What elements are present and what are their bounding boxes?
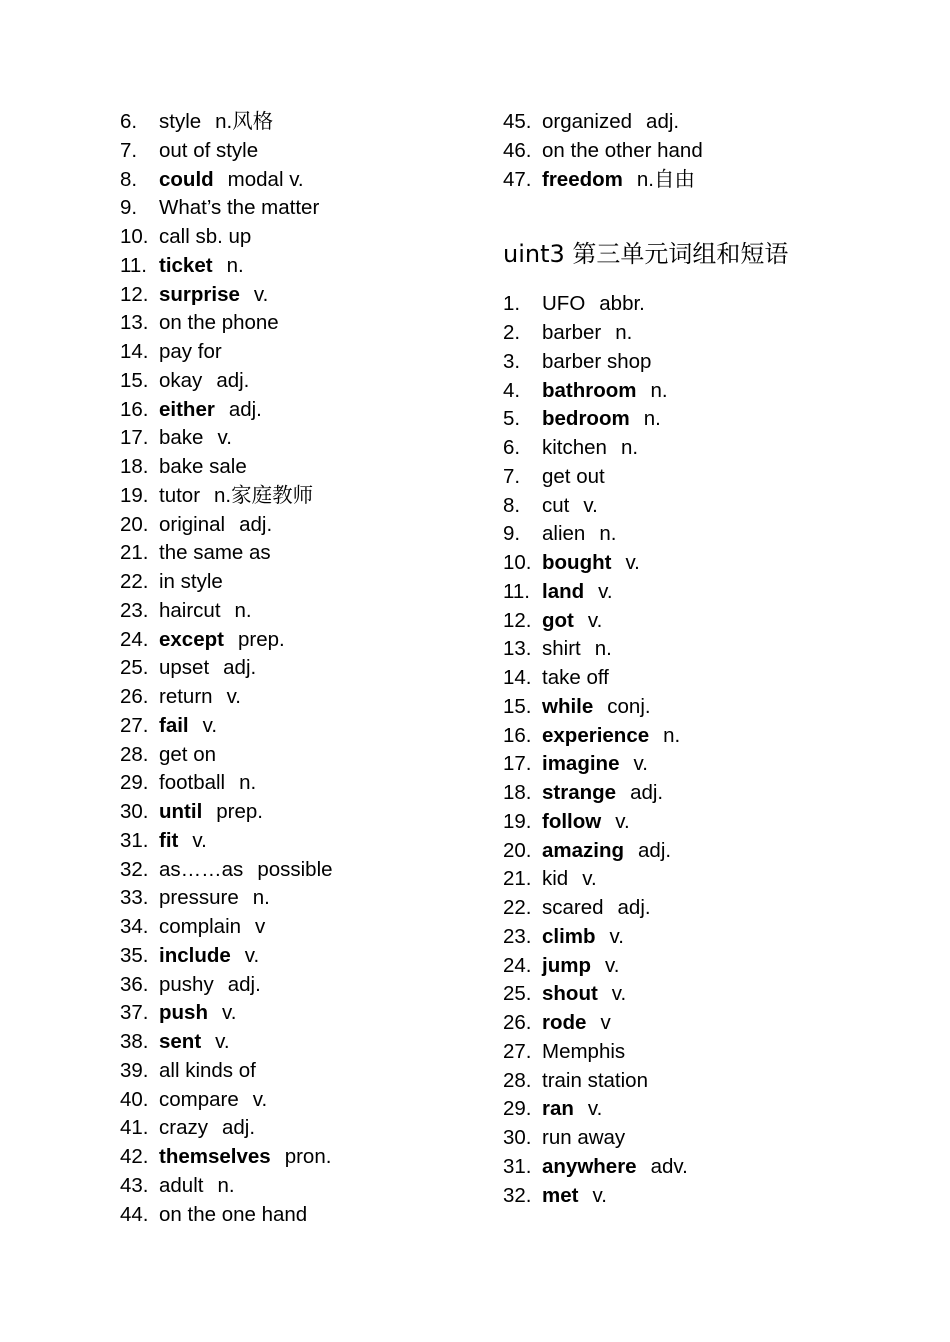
right-vocab-column: [503, 108, 903, 1210]
entry-part-of-speech: n.: [226, 253, 244, 277]
entry-number: 10.: [503, 551, 532, 574]
entry-number: 12.: [503, 608, 532, 632]
vocab-entry: [120, 942, 490, 971]
vocab-entry: [503, 635, 903, 664]
entry-number: 20.: [120, 512, 149, 536]
entry-part-of-speech: modal v.: [227, 167, 304, 191]
entry-word: pressure: [159, 886, 239, 910]
entry-number: 26.: [503, 1011, 532, 1034]
entry-number: 46.: [503, 138, 532, 162]
entry-number: 13.: [503, 637, 532, 661]
vocab-entry: [503, 290, 903, 319]
entry-word: all kinds of: [159, 1058, 256, 1082]
entry-number: 12.: [120, 282, 149, 306]
entry-part-of-speech: n.风格: [215, 110, 274, 133]
entry-word: bake: [159, 426, 204, 450]
entry-word: pay for: [159, 340, 222, 363]
entry-number: 6.: [120, 110, 138, 133]
vocab-entry: [503, 1095, 903, 1124]
entry-number: 24.: [120, 627, 149, 651]
vocab-entry: [120, 367, 490, 396]
entry-part-of-speech: v.: [583, 493, 598, 517]
entry-word: met: [542, 1183, 579, 1207]
entry-part-of-speech: adj.: [221, 1116, 256, 1140]
vocab-entry: [503, 1009, 903, 1038]
entry-part-of-speech: v.: [215, 1030, 230, 1053]
vocab-entry: [120, 1172, 490, 1201]
entry-part-of-speech: possible: [257, 857, 333, 881]
entry-part-of-speech: adj.: [239, 512, 273, 536]
entry-word: complain: [159, 915, 242, 938]
entry-word: include: [159, 943, 231, 967]
vocab-entry: [120, 712, 490, 741]
vocab-entry: [120, 827, 490, 856]
entry-part-of-speech: n.: [252, 886, 270, 910]
vocab-entry: [503, 1038, 903, 1067]
entry-number: 45.: [503, 110, 532, 133]
entry-word: pushy: [159, 972, 214, 996]
entry-word: bake sale: [159, 455, 247, 478]
entry-word: ran: [542, 1097, 574, 1121]
entry-part-of-speech: v.: [611, 982, 627, 1006]
entry-number: 32.: [503, 1183, 532, 1207]
entry-word: rode: [542, 1011, 587, 1034]
entry-word: compare: [159, 1087, 239, 1111]
entry-word: strange: [542, 781, 617, 804]
entry-word: upset: [159, 656, 210, 680]
entry-word: got: [542, 608, 574, 632]
left-vocab-column: [120, 108, 490, 1229]
entry-number: 37.: [120, 1001, 149, 1025]
vocab-entry: [120, 1143, 490, 1172]
entry-part-of-speech: n.: [643, 407, 661, 431]
entry-number: 20.: [503, 838, 532, 862]
entry-word: while: [542, 694, 594, 718]
entry-part-of-speech: n.: [234, 598, 252, 622]
entry-number: 31.: [120, 828, 149, 852]
vocab-entry: [120, 482, 490, 511]
entry-number: 21.: [120, 541, 149, 565]
vocab-entry: [120, 597, 490, 626]
entry-word: anywhere: [542, 1154, 637, 1178]
vocab-entry: [120, 769, 490, 798]
entry-number: 7.: [120, 138, 138, 162]
entry-word: barber shop: [542, 349, 652, 373]
vocab-entry: [503, 923, 903, 952]
entry-part-of-speech: n.家庭教师: [214, 483, 314, 507]
entry-word: as……as: [159, 857, 244, 881]
entry-word: football: [159, 771, 226, 795]
entry-part-of-speech: v.: [202, 713, 218, 737]
entry-word: okay: [159, 368, 203, 392]
entry-word: Memphis: [542, 1039, 626, 1063]
entry-number: 40.: [120, 1087, 149, 1111]
entry-number: 43.: [120, 1173, 149, 1197]
vocab-entry: [120, 396, 490, 425]
vocab-entry: [503, 664, 903, 693]
vocab-entry: [120, 511, 490, 540]
entry-part-of-speech: v.: [582, 867, 597, 891]
entry-part-of-speech: v.: [226, 685, 241, 708]
vocab-entry: [120, 309, 490, 338]
vocab-entry: [120, 654, 490, 683]
entry-word: cut: [542, 493, 570, 517]
entry-word: get out: [542, 464, 605, 488]
vocab-entry: [120, 1201, 490, 1230]
vocab-entry: [503, 750, 903, 779]
entry-word: experience: [542, 723, 650, 747]
unit3-section-heading: uint3 第三单元词组和短语: [503, 240, 789, 269]
vocab-entry: [120, 971, 490, 1000]
unit2-continued-list: [503, 108, 903, 194]
entry-number: 18.: [120, 455, 149, 478]
entry-word: bedroom: [542, 407, 630, 431]
entry-word: UFO: [542, 292, 586, 316]
vocab-entry: [120, 281, 490, 310]
entry-part-of-speech: v.: [587, 608, 603, 632]
entry-number: 44.: [120, 1202, 149, 1226]
entry-word: could: [159, 167, 214, 191]
entry-number: 17.: [120, 426, 149, 450]
vocab-entry: [503, 463, 903, 492]
entry-word: alien: [542, 522, 586, 546]
vocab-entry: [120, 108, 490, 137]
entry-word: style: [159, 110, 202, 133]
entry-number: 15.: [503, 694, 532, 718]
vocab-entry: [503, 894, 903, 923]
entry-word: push: [159, 1001, 208, 1025]
entry-part-of-speech: v.: [253, 282, 269, 306]
vocab-entry: [120, 1057, 490, 1086]
vocab-entry: [120, 453, 490, 482]
entry-number: 23.: [120, 598, 149, 622]
entry-word: follow: [542, 809, 602, 833]
entry-word: land: [542, 579, 585, 603]
entry-part-of-speech: v.: [221, 1001, 237, 1025]
entry-number: 4.: [503, 378, 521, 402]
entry-number: 19.: [120, 483, 149, 507]
entry-number: 22.: [120, 570, 149, 593]
entry-number: 19.: [503, 809, 532, 833]
entry-word: bathroom: [542, 378, 637, 402]
entry-part-of-speech: v.: [598, 579, 613, 603]
vocab-entry: [120, 999, 490, 1028]
entry-word: call sb. up: [159, 225, 252, 248]
vocab-entry: [120, 683, 490, 712]
entry-part-of-speech: v.: [633, 752, 648, 776]
entry-word: jump: [542, 953, 591, 977]
entry-word: scared: [542, 896, 604, 919]
entry-number: 21.: [503, 867, 532, 891]
entry-word: get on: [159, 742, 216, 766]
entry-number: 14.: [503, 666, 532, 689]
entry-word: crazy: [159, 1116, 208, 1140]
entry-word: fit: [159, 828, 179, 852]
entry-word: kitchen: [542, 436, 607, 459]
entry-number: 7.: [503, 464, 521, 488]
vocab-entry: [120, 194, 490, 223]
entry-number: 8.: [503, 493, 521, 517]
vocab-entry: [503, 549, 903, 578]
entry-part-of-speech: prep.: [216, 800, 263, 823]
entry-number: 28.: [503, 1068, 532, 1092]
entry-word: imagine: [542, 752, 620, 776]
vocab-entry: [503, 980, 903, 1009]
entry-number: 25.: [120, 656, 149, 680]
vocab-entry: [503, 108, 903, 137]
entry-number: 11.: [503, 579, 530, 603]
entry-part-of-speech: n.: [615, 321, 633, 344]
entry-number: 38.: [120, 1030, 149, 1053]
entry-part-of-speech: n.: [239, 771, 257, 795]
vocab-entry: [503, 865, 903, 894]
entry-part-of-speech: v.: [587, 1097, 603, 1121]
entry-word: on the one hand: [159, 1202, 308, 1226]
vocab-entry: [503, 1182, 903, 1211]
vocab-entry: [503, 405, 903, 434]
entry-number: 16.: [120, 397, 149, 421]
entry-word: train station: [542, 1068, 648, 1092]
entry-word: out of style: [159, 138, 259, 162]
entry-word: haircut: [159, 598, 221, 622]
vocab-entry: [120, 166, 490, 195]
entry-part-of-speech: v.: [615, 809, 630, 833]
entry-word: amazing: [542, 838, 625, 862]
entry-word: shirt: [542, 637, 581, 661]
entry-word: barber: [542, 321, 602, 344]
entry-number: 13.: [120, 311, 149, 335]
vocab-entry: [503, 377, 903, 406]
entry-number: 25.: [503, 982, 532, 1006]
vocab-entry: [503, 578, 903, 607]
entry-part-of-speech: adj.: [630, 781, 664, 804]
entry-number: 1.: [503, 292, 521, 316]
vocab-entry: [503, 492, 903, 521]
vocab-entry: [503, 952, 903, 981]
entry-part-of-speech: adj.: [223, 656, 257, 680]
entry-word: themselves: [159, 1145, 271, 1168]
entry-number: 18.: [503, 781, 532, 804]
entry-part-of-speech: n.: [620, 436, 639, 459]
entry-part-of-speech: n.: [599, 522, 617, 546]
entry-part-of-speech: adj.: [228, 397, 262, 421]
entry-word: until: [159, 800, 203, 823]
entry-number: 35.: [120, 943, 149, 967]
entry-number: 33.: [120, 886, 149, 910]
entry-part-of-speech: v.: [604, 953, 620, 977]
vocab-entry: [503, 693, 903, 722]
vocab-entry: [120, 568, 490, 597]
entry-number: 36.: [120, 972, 149, 996]
entry-number: 31.: [503, 1154, 532, 1178]
vocab-entry: [120, 798, 490, 827]
entry-word: climb: [542, 924, 596, 948]
vocab-entry: [120, 137, 490, 166]
entry-number: 30.: [503, 1126, 532, 1149]
entry-part-of-speech: v.: [252, 1087, 268, 1111]
entry-number: 32.: [120, 857, 149, 881]
vocab-entry: [503, 434, 903, 463]
entry-word: shout: [542, 982, 598, 1006]
vocab-entry: [503, 837, 903, 866]
entry-part-of-speech: n.: [663, 723, 681, 747]
vocab-entry: [120, 539, 490, 568]
entry-word: organized: [542, 110, 633, 133]
vocab-entry: [120, 626, 490, 655]
entry-number: 5.: [503, 407, 521, 431]
entry-word: What’s the matter: [159, 196, 320, 220]
entry-part-of-speech: n.: [217, 1173, 235, 1197]
vocab-entry: [503, 1153, 903, 1182]
entry-number: 39.: [120, 1058, 149, 1082]
entry-part-of-speech: v.: [609, 924, 624, 948]
entry-part-of-speech: adj.: [227, 972, 261, 996]
entry-part-of-speech: adj.: [617, 896, 651, 919]
entry-part-of-speech: pron.: [284, 1145, 332, 1168]
entry-word: fail: [159, 713, 189, 737]
vocab-entry: [120, 913, 490, 942]
entry-word: freedom: [542, 167, 623, 191]
entry-number: 22.: [503, 896, 532, 919]
entry-number: 9.: [503, 522, 521, 546]
entry-number: 30.: [120, 800, 149, 823]
entry-part-of-speech: v: [600, 1011, 611, 1034]
vocab-entry: [503, 779, 903, 808]
vocab-entry: [120, 338, 490, 367]
vocab-entry: [120, 884, 490, 913]
vocab-entry: [120, 1086, 490, 1115]
entry-number: 23.: [503, 924, 532, 948]
entry-number: 10.: [120, 225, 149, 248]
entry-part-of-speech: v.: [625, 551, 640, 574]
entry-part-of-speech: v.: [217, 426, 232, 450]
entry-number: 17.: [503, 752, 532, 776]
entry-word: surprise: [159, 282, 240, 306]
entry-number: 29.: [120, 771, 149, 795]
entry-number: 24.: [503, 953, 532, 977]
entry-number: 2.: [503, 321, 521, 344]
entry-number: 6.: [503, 436, 521, 459]
entry-word: on the phone: [159, 311, 279, 335]
entry-number: 14.: [120, 340, 149, 363]
vocab-entry: [120, 741, 490, 770]
entry-number: 41.: [120, 1116, 149, 1140]
entry-word: tutor: [159, 483, 201, 507]
entry-number: 9.: [120, 196, 138, 220]
entry-part-of-speech: adj.: [638, 838, 672, 862]
entry-part-of-speech: prep.: [237, 627, 285, 651]
vocab-entry: [503, 808, 903, 837]
vocab-entry: [503, 1124, 903, 1153]
unit3-vocab-list: [503, 290, 903, 1210]
entry-word: on the other hand: [542, 138, 703, 162]
vocab-entry: [503, 348, 903, 377]
entry-word: the same as: [159, 541, 271, 565]
entry-word: either: [159, 397, 215, 421]
entry-word: kid: [542, 867, 569, 891]
vocab-entry: [120, 856, 490, 885]
entry-word: bought: [542, 551, 612, 574]
entry-part-of-speech: v.: [244, 943, 260, 967]
entry-word: ticket: [159, 253, 213, 277]
entry-number: 27.: [120, 713, 149, 737]
entry-number: 11.: [120, 253, 147, 277]
vocab-entry: [503, 319, 903, 348]
entry-part-of-speech: n.: [650, 378, 668, 402]
vocab-entry: [120, 1114, 490, 1143]
entry-part-of-speech: v: [255, 915, 266, 938]
entry-part-of-speech: adj.: [216, 368, 250, 392]
entry-word: sent: [159, 1030, 202, 1053]
entry-number: 34.: [120, 915, 149, 938]
entry-word: except: [159, 627, 224, 651]
vocab-entry: [120, 1028, 490, 1057]
vocab-entry: [503, 722, 903, 751]
vocab-entry: [120, 252, 490, 281]
entry-number: 42.: [120, 1145, 149, 1168]
entry-number: 15.: [120, 368, 149, 392]
entry-part-of-speech: v.: [592, 1183, 607, 1207]
entry-part-of-speech: adv.: [650, 1154, 688, 1178]
entry-number: 8.: [120, 167, 138, 191]
entry-word: take off: [542, 666, 609, 689]
vocab-entry: [120, 424, 490, 453]
entry-number: 28.: [120, 742, 149, 766]
entry-number: 47.: [503, 167, 532, 191]
entry-part-of-speech: v.: [192, 828, 207, 852]
entry-word: return: [159, 685, 213, 708]
entry-part-of-speech: n.: [594, 637, 612, 661]
entry-word: run away: [542, 1126, 626, 1149]
entry-part-of-speech: conj.: [607, 694, 651, 718]
vocab-entry: [503, 137, 903, 166]
entry-part-of-speech: abbr.: [599, 292, 645, 316]
entry-part-of-speech: adj.: [646, 110, 680, 133]
entry-number: 16.: [503, 723, 532, 747]
vocab-entry: [503, 520, 903, 549]
entry-number: 29.: [503, 1097, 532, 1121]
entry-number: 27.: [503, 1039, 532, 1063]
entry-word: original: [159, 512, 226, 536]
entry-part-of-speech: n.自由: [636, 167, 695, 191]
entry-number: 26.: [120, 685, 149, 708]
entry-number: 3.: [503, 349, 521, 373]
entry-word: adult: [159, 1173, 204, 1197]
vocab-entry: [503, 166, 903, 195]
vocab-entry: [503, 1067, 903, 1096]
entry-word: in style: [159, 570, 223, 593]
vocab-entry: [120, 223, 490, 252]
vocab-entry: [503, 607, 903, 636]
